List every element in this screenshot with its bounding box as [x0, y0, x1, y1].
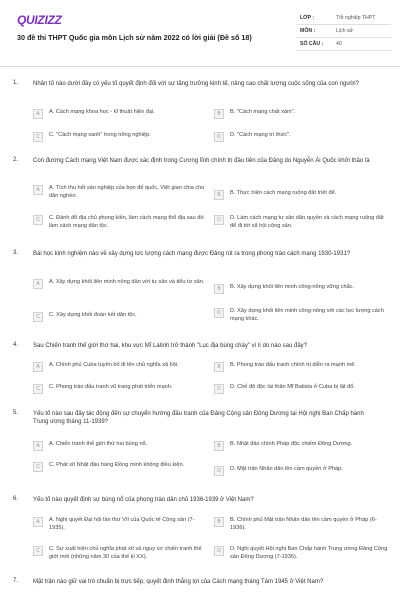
document-title: 30 đề thi THPT Quốc gia môn Lịch sử năm 2022 có lời giải (Đề số 18) [17, 33, 252, 42]
question-number: 5. [13, 410, 19, 416]
option-text: B. Thực hiện cách mạng ruộng đất triệt để. [230, 190, 337, 196]
option-a[interactable] [33, 440, 213, 451]
question-text: Yếu tố nào sau đây tác động đến sự chuyển hướng đấu tranh của Đảng Cộng sản Đông Dương tại Hội nghị Ban Chấp hành Trung ương tháng 11-1939? [33, 411, 364, 426]
info-table [296, 12, 391, 51]
info-row-count [296, 38, 391, 51]
question-text: Sau Chiến tranh thế giới thứ hai, khu vực Mĩ Latinh trở thành "Lục địa bùng cháy" vì lí do nào sau đây? [33, 343, 307, 349]
info-value: Lịch sử [336, 28, 354, 34]
option-key-box: C [33, 132, 43, 142]
question-text: Con đường Cách mạng Việt Nam được xác định trong Cương lĩnh chính trị đầu tiên của Đảng do Nguyễn Ái Quốc khởi thảo là [33, 158, 370, 164]
option-d[interactable] [214, 465, 389, 476]
option-c[interactable] [33, 131, 213, 142]
option-text: D. Mặt trận Nhân dân lên cầm quyền ở Pháp. [230, 466, 343, 472]
option-text: C. Phong trào đấu tranh vũ trang phát triển mạnh. [49, 384, 173, 390]
option-key-box: C [33, 462, 43, 472]
option-key-box: D [214, 466, 224, 476]
option-b[interactable] [214, 283, 389, 294]
option-key-box: B [214, 284, 224, 294]
option-d[interactable] [214, 383, 389, 394]
option-b[interactable] [214, 108, 389, 119]
option-d[interactable] [214, 307, 389, 323]
option-key-box: A [33, 109, 43, 119]
option-c[interactable] [33, 214, 213, 230]
quizizz-logo: QUIZIZZ [17, 13, 62, 27]
option-c[interactable] [33, 383, 213, 394]
option-text: C. Phát xít Nhật đầu hàng Đồng minh không điều kiện. [49, 462, 185, 468]
option-c[interactable] [33, 311, 213, 322]
option-text: C. Xây dựng khối đoàn kết dân tộc. [49, 312, 137, 318]
worksheet-header [0, 0, 400, 58]
option-key-box: D [214, 215, 224, 225]
option-key-box: A [33, 279, 43, 289]
info-label: SỐ CÂU : [300, 41, 324, 47]
option-a[interactable] [33, 184, 213, 200]
option-text: A. Cách mạng khoa học - kĩ thuật hiện đại. [49, 109, 155, 115]
option-text: B. Phong trào đấu tranh chính trị diễn ra mạnh mẽ. [230, 362, 356, 368]
question-text: Mặt trận nào giữ vai trò chuẩn bị trực tiếp, quyết định thắng lợi của Cách mạng tháng Tám 1945 ở Việt Nam? [33, 579, 324, 585]
option-key-box: B [214, 517, 224, 527]
option-text: B. Chính phủ Mặt trận Nhân dân lên cầm quyền ở Pháp (6-1936). [230, 517, 377, 531]
option-key-box: C [33, 312, 43, 322]
option-a[interactable] [33, 108, 213, 119]
option-key-box: A [33, 185, 43, 195]
question-number: 4. [13, 342, 19, 348]
question-number: 3. [13, 250, 19, 256]
option-c[interactable] [33, 545, 213, 561]
option-c[interactable] [33, 461, 213, 472]
option-a[interactable] [33, 516, 213, 532]
info-row-subject [296, 25, 391, 38]
option-text: D. "Cách mạng trí thức". [230, 132, 291, 138]
question-number: 1. [13, 80, 19, 86]
info-label: MÔN : [300, 28, 316, 34]
option-key-box: B [214, 441, 224, 451]
info-value: Tốt nghiệp THPT [336, 15, 376, 21]
header-divider [0, 66, 400, 67]
option-text: A. Tích thu hết sản nghiệp của bọn đế quốc, Việt gian chia cho dân nghèo. [49, 185, 205, 199]
info-label: LỚP : [300, 15, 315, 21]
option-text: C. "Cách mạng xanh" trong nông nghiệp. [49, 132, 151, 138]
info-value: 40 [336, 41, 342, 47]
option-key-box: D [214, 132, 224, 142]
info-row-class [296, 12, 391, 25]
option-text: A. Nghị quyết Đại hội lần thứ VII của Quốc tế Cộng sản (7-1935). [49, 517, 195, 531]
option-a[interactable] [33, 278, 213, 289]
question-number: 7. [13, 578, 19, 584]
option-text: C. Đánh đổ địa chủ phong kiến, làm cách mạng thổ địa sau đó làm cách mạng dân tộc. [49, 215, 204, 229]
option-text: B. "Cách mạng chất xám". [230, 109, 296, 115]
option-b[interactable] [214, 189, 389, 200]
question-text: Bài học kinh nghiệm nào về xây dựng lực lượng cách mạng được Đảng rút ra trong phong trào cách mạng 1930-1931? [33, 251, 351, 257]
option-key-box: A [33, 362, 43, 372]
option-text: A. Xây dựng khối liên minh nông dân với tư sản và tiểu tư sản. [49, 279, 205, 285]
option-text: A. Chiến tranh thế giới thứ hai bùng nổ. [49, 441, 148, 447]
option-key-box: D [214, 546, 224, 556]
option-key-box: D [214, 308, 224, 318]
option-key-box: C [33, 215, 43, 225]
option-key-box: C [33, 384, 43, 394]
option-d[interactable] [214, 545, 389, 561]
option-b[interactable] [214, 440, 389, 451]
option-b[interactable] [214, 361, 389, 372]
question-number: 6. [13, 496, 19, 502]
option-key-box: A [33, 517, 43, 527]
option-text: D. Nghị quyết Hội nghị Ban Chấp hành Trung ương Đảng Cộng sản Đông Dương (7-1936). [230, 546, 388, 560]
option-text: B. Xây dựng khối liên minh công-nông vững chắc. [230, 284, 355, 290]
option-key-box: B [214, 362, 224, 372]
question-number: 2. [13, 157, 19, 163]
option-text: C. Sự xuất hiện chủ nghĩa phát xít và nguy cơ chiến tranh thế giới mới (những năm 30 của thế kỉ XX). [49, 546, 202, 560]
option-key-box: B [214, 109, 224, 119]
question-text: Yếu tố nào quyết định sự bùng nổ của phong trào dân chủ 1936-1939 ở Việt Nam? [33, 497, 254, 503]
option-key-box: D [214, 384, 224, 394]
option-text: A. Chính phủ Cuba tuyên bố đi lên chủ nghĩa xã hội. [49, 362, 179, 368]
option-key-box: C [33, 546, 43, 556]
question-text: Nhân tố nào dưới đây có yếu tố quyết định đối với sự tăng trưởng kinh tế, nâng cao chất lượng cuộc sống của con người? [33, 81, 359, 87]
option-key-box: B [214, 190, 224, 200]
option-key-box: A [33, 441, 43, 451]
option-b[interactable] [214, 516, 389, 532]
option-text: D. Xây dựng khối liên minh công-nông với các lực lượng cách mạng khác. [230, 308, 384, 322]
option-text: B. Nhật đảo chính Pháp độc chiếm Đông Dương. [230, 441, 353, 447]
option-d[interactable] [214, 131, 389, 142]
option-d[interactable] [214, 214, 389, 230]
option-text: D. Làm cách mạng tư sản dân quyền và cách mạng ruộng đất để đi tới xã hội cộng sản. [230, 215, 384, 229]
option-a[interactable] [33, 361, 213, 372]
option-text: D. Chế độ độc tài thân Mĩ Batista ở Cuba bị lật đổ. [230, 384, 355, 390]
